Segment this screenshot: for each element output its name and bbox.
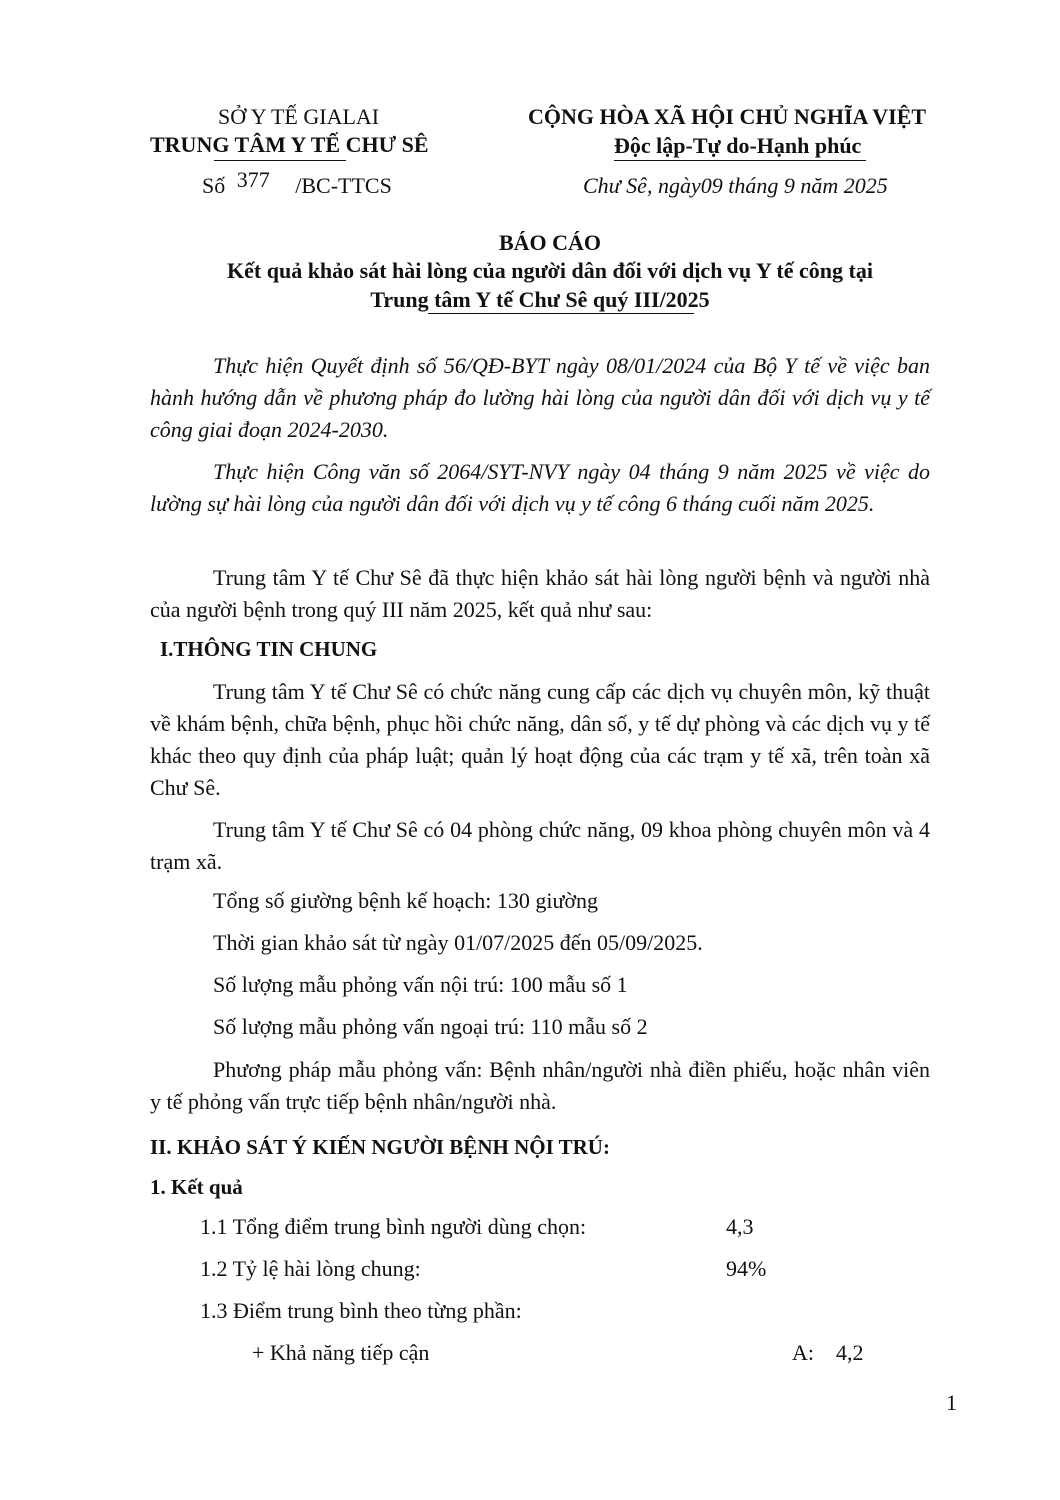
motto-underline [614, 160, 866, 161]
country-name: CỘNG HÒA XÃ HỘI CHỦ NGHĨA VIỆT [528, 104, 927, 129]
inpatient-samples: Số lượng mẫu phỏng vấn nội trú: 100 mẫu số 1 [213, 972, 628, 997]
accessibility-label: + Khả năng tiếp cận [252, 1340, 430, 1365]
report-subtitle-1: Kết quả khảo sát hài lòng của người dân đối với dịch vụ Y tế công tại [227, 258, 873, 283]
org-name-underline [214, 160, 346, 161]
section-2-heading: II. KHẢO SÁT Ý KIẾN NGƯỜI BỆNH NỘI TRÚ: [150, 1135, 610, 1159]
org-name: TRUNG TÂM Y TẾ CHƯ SÊ [150, 132, 429, 157]
interview-method: Phương pháp mẫu phỏng vấn: Bệnh nhân/người nhà điền phiếu, hoặc nhân viên y tế phỏng vấn trực tiếp bệnh nhân/người nhà. [150, 1057, 930, 1114]
satisfaction-rate-value: 94% [726, 1256, 767, 1281]
report-subtitle-2: Trung tâm Y tế Chư Sê quý III/2025 [370, 287, 710, 312]
results-heading: 1. Kết quả [150, 1175, 243, 1199]
outpatient-samples: Số lượng mẫu phỏng vấn ngoại trú: 110 mẫu số 2 [213, 1014, 648, 1039]
satisfaction-rate-label: 1.2 Tỷ lệ hài lòng chung: [200, 1256, 421, 1281]
intro-paragraph-1: Thực hiện Quyết định số 56/QĐ-BYT ngày 08/01/2024 của Bộ Y tế về việc ban hành hướng dẫn về phương pháp đo lường hài lòng của người dân đối với dịch vụ y tế công giai đoạn 2024-2030. [150, 353, 930, 442]
org-parent: SỞ Y TẾ GIALAI [218, 104, 380, 129]
place-date: Chư Sê, ngày09 tháng 9 năm 2025 [583, 173, 888, 198]
doc-number-value: 377 [236, 167, 270, 192]
average-score-label: 1.1 Tổng điểm trung bình người dùng chọn: [200, 1214, 587, 1239]
section-1-paragraph-2: Trung tâm Y tế Chư Sê có 04 phòng chức năng, 09 khoa phòng chuyên môn và 4 trạm xã. [150, 817, 930, 874]
survey-period: Thời gian khảo sát từ ngày 01/07/2025 đến 05/09/2025. [213, 930, 703, 955]
section-1-heading: I.THÔNG TIN CHUNG [160, 637, 378, 661]
average-score-value: 4,3 [726, 1214, 754, 1239]
intro-paragraph-3: Trung tâm Y tế Chư Sê đã thực hiện khảo sát hài lòng người bệnh và người nhà của người bệnh trong quý III năm 2025, kết quả như sau: [150, 565, 930, 622]
planned-beds: Tổng số giường bệnh kế hoạch: 130 giường [213, 888, 599, 913]
title-underline [428, 313, 694, 314]
intro-paragraph-2: Thực hiện Công văn số 2064/SYT-NVY ngày 04 tháng 9 năm 2025 về việc do lường sự hài lòng của người dân đối với dịch vụ y tế công 6 tháng cuối năm 2025. [150, 459, 930, 516]
doc-number [202, 167, 392, 199]
page-number: 1 [946, 1390, 957, 1415]
report-title: BÁO CÁO [498, 230, 602, 255]
section-1-paragraph-1: Trung tâm Y tế Chư Sê có chức năng cung cấp các dịch vụ chuyên môn, kỹ thuật về khám bệnh, chữa bệnh, phục hồi chức năng, dân số, y tế dự phòng và các dịch vụ y tế khác theo quy định của pháp luật; quản lý hoạt động của các trạm y tế xã, trên toàn xã Chư Sê. [150, 679, 930, 800]
section-scores-label: 1.3 Điểm trung bình theo từng phần: [200, 1298, 522, 1323]
doc-number-prefix: Số [202, 173, 226, 198]
motto: Độc lập-Tự do-Hạnh phúc [614, 133, 862, 158]
doc-number-suffix: /BC-TTCS [295, 173, 392, 198]
accessibility-code: A: [792, 1340, 814, 1365]
accessibility-value: 4,2 [836, 1340, 864, 1365]
